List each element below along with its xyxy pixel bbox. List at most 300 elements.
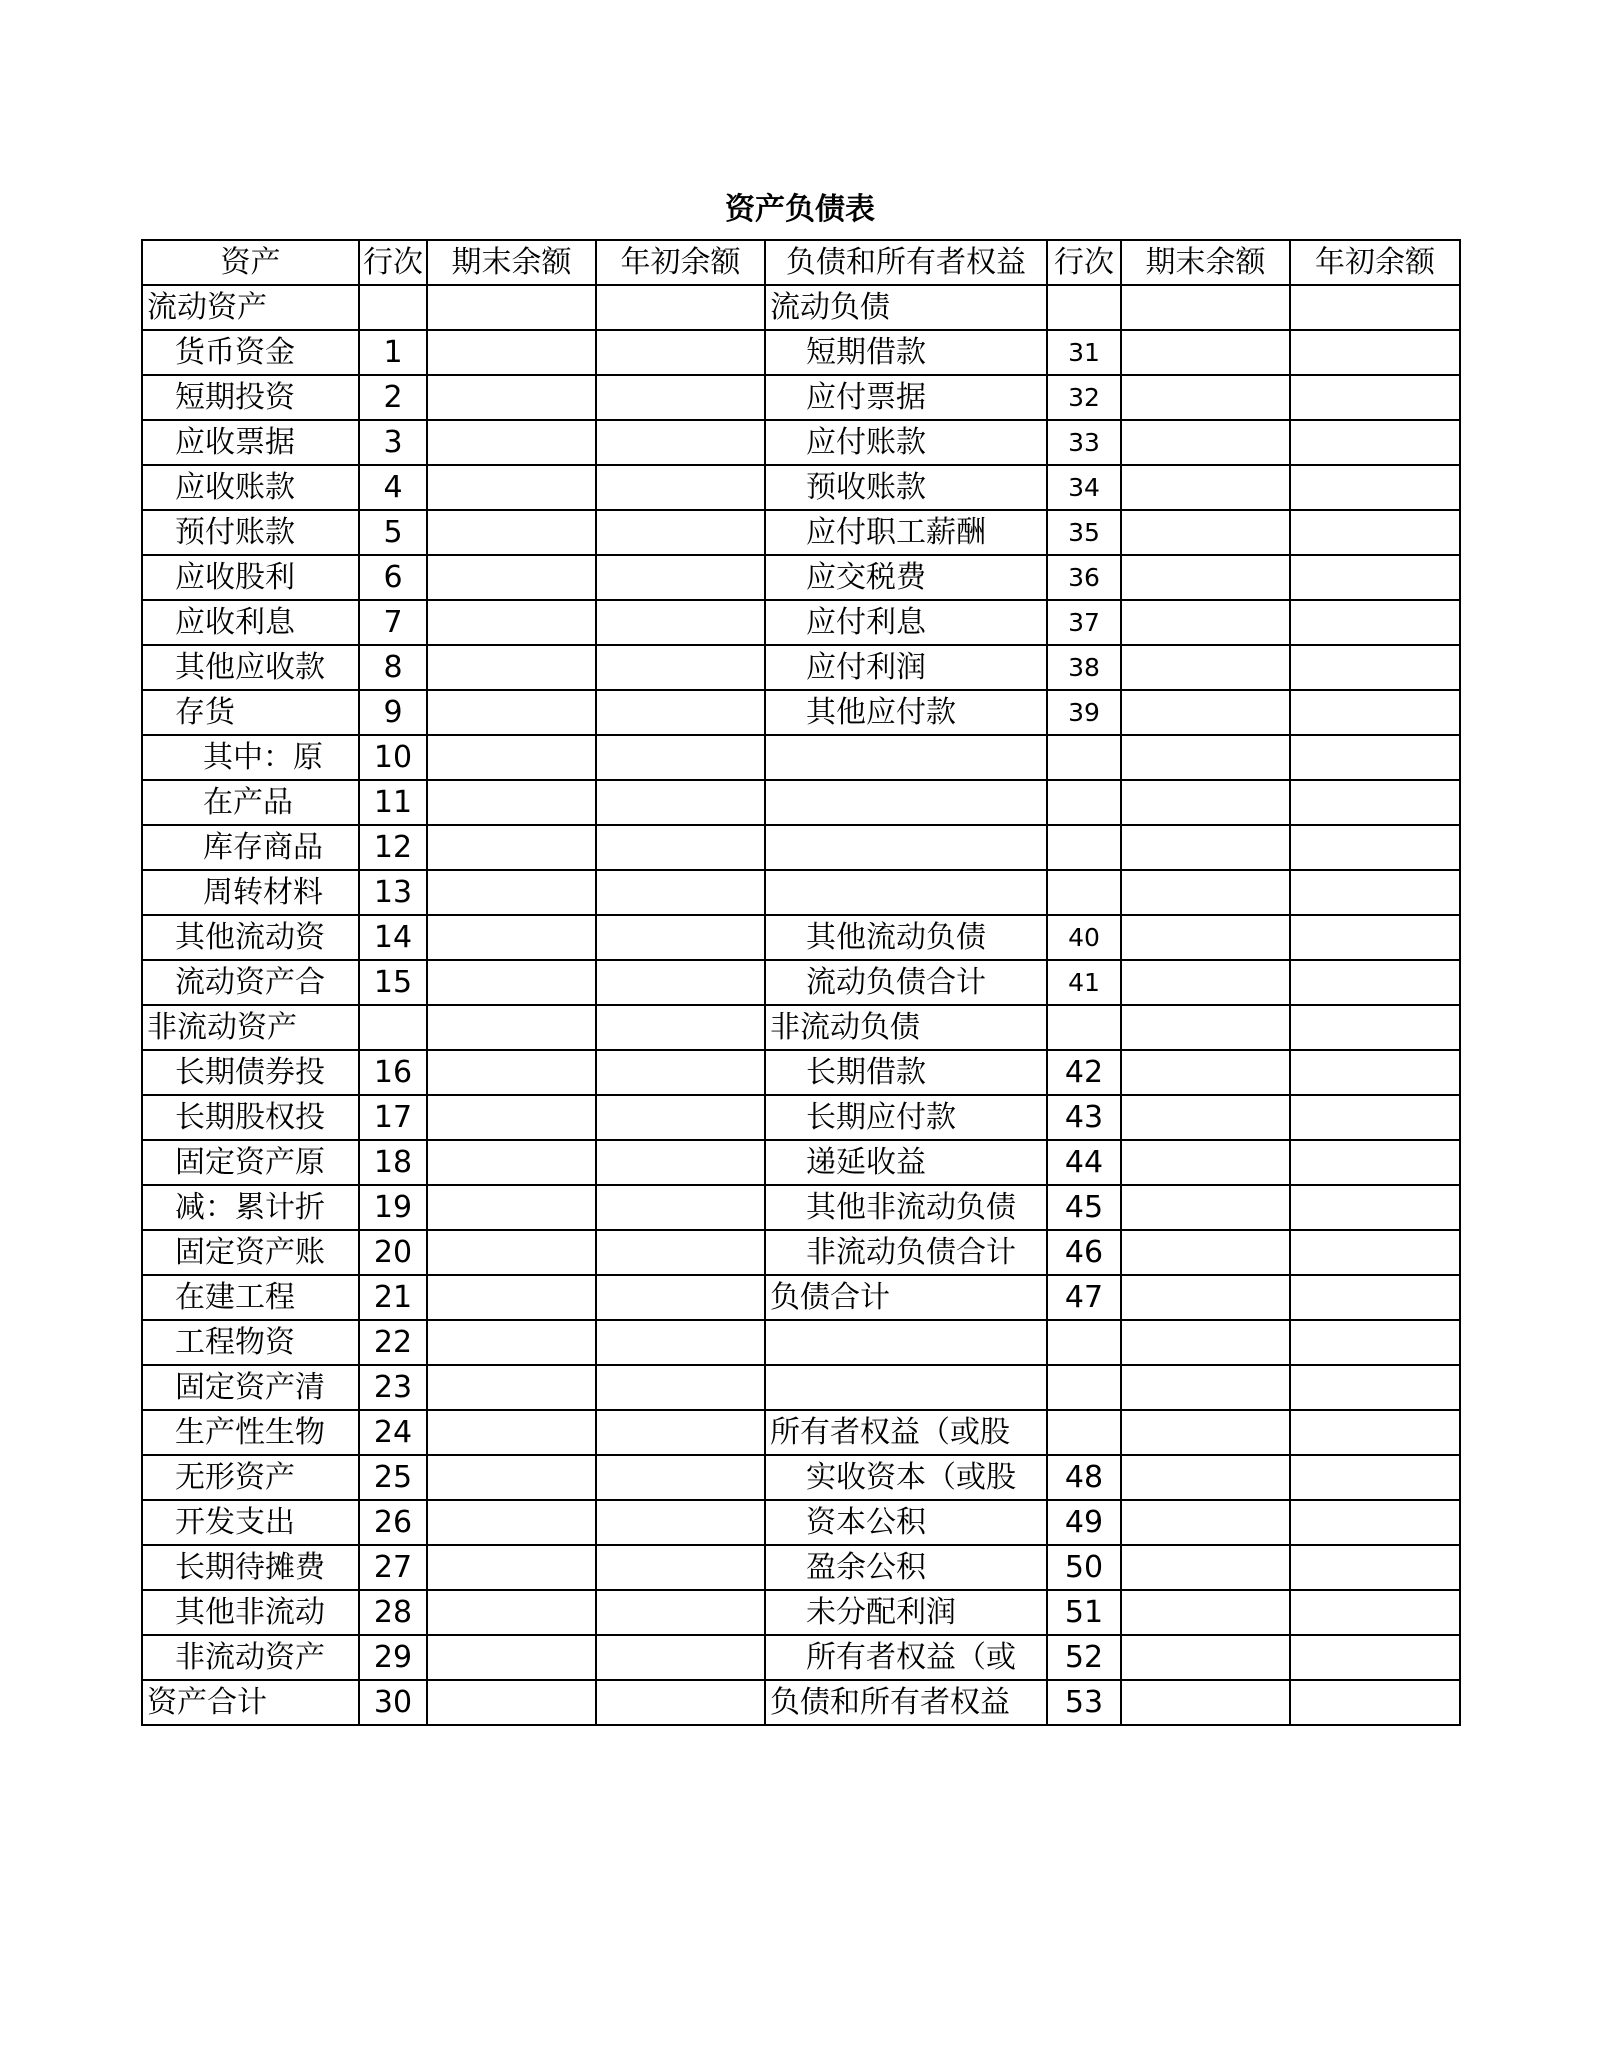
asset-line-number: 11 — [359, 780, 427, 825]
asset-item-label — [142, 375, 359, 420]
header-line-no-right: 行次 — [1047, 240, 1121, 285]
asset-item-label — [142, 420, 359, 465]
liability-ending-balance-cell[interactable] — [1121, 1680, 1290, 1725]
liability-line-number: 39 — [1047, 690, 1121, 735]
liability-opening-balance-cell[interactable] — [1290, 600, 1460, 645]
liability-line-number: 52 — [1047, 1635, 1121, 1680]
liability-opening-balance-cell[interactable] — [1290, 1095, 1460, 1140]
table-row — [142, 1140, 1460, 1185]
asset-opening-balance-cell[interactable] — [596, 1320, 765, 1365]
asset-item-label — [142, 1455, 359, 1500]
asset-item-label — [142, 825, 359, 870]
asset-item-label-text: 工程物资 — [175, 1325, 295, 1360]
liability-item-label — [765, 1275, 1047, 1320]
liability-item-label-text: 所有者权益（或股 — [770, 1415, 1010, 1450]
asset-opening-balance-cell[interactable] — [596, 1635, 765, 1680]
asset-opening-balance-cell[interactable] — [596, 1545, 765, 1590]
asset-line-number: 12 — [359, 825, 427, 870]
asset-item-label-text: 长期债券投 — [175, 1055, 325, 1090]
liability-ending-balance-cell[interactable] — [1121, 1590, 1290, 1635]
liability-item-label — [765, 600, 1047, 645]
liability-item-label-text: 应付职工薪酬 — [806, 515, 986, 550]
asset-item-label-text: 周转材料 — [203, 875, 323, 910]
asset-opening-balance-cell[interactable] — [596, 915, 765, 960]
liability-opening-balance-cell[interactable] — [1290, 510, 1460, 555]
liability-ending-balance-cell[interactable] — [1121, 1500, 1290, 1545]
liability-ending-balance-cell[interactable] — [1121, 1005, 1290, 1050]
asset-line-number: 19 — [359, 1185, 427, 1230]
liability-ending-balance-cell[interactable] — [1121, 1410, 1290, 1455]
asset-opening-balance-cell[interactable] — [596, 1410, 765, 1455]
asset-ending-balance-cell[interactable] — [427, 825, 596, 870]
liability-item-label-text: 长期应付款 — [806, 1100, 956, 1135]
asset-item-label — [142, 510, 359, 555]
liability-opening-balance-cell[interactable] — [1290, 1545, 1460, 1590]
asset-item-label — [142, 465, 359, 510]
asset-ending-balance-cell[interactable] — [427, 1275, 596, 1320]
liability-line-number: 31 — [1047, 330, 1121, 375]
liability-line-number: 48 — [1047, 1455, 1121, 1500]
asset-ending-balance-cell[interactable] — [427, 1590, 596, 1635]
header-opening-balance: 年初余额 — [596, 240, 765, 285]
liability-item-label — [765, 1050, 1047, 1095]
liability-opening-balance-cell[interactable] — [1290, 645, 1460, 690]
liability-opening-balance-cell[interactable] — [1290, 555, 1460, 600]
liability-item-label-text: 应付账款 — [806, 425, 926, 460]
asset-item-label-text: 生产性生物 — [175, 1415, 325, 1450]
liability-opening-balance-cell[interactable] — [1290, 375, 1460, 420]
liability-ending-balance-cell[interactable] — [1121, 870, 1290, 915]
liability-ending-balance-cell[interactable] — [1121, 780, 1290, 825]
liability-opening-balance-cell[interactable] — [1290, 1005, 1460, 1050]
liability-line-number: 32 — [1047, 375, 1121, 420]
asset-ending-balance-cell[interactable] — [427, 465, 596, 510]
liability-item-label — [765, 1320, 1047, 1365]
liability-line-number: 47 — [1047, 1275, 1121, 1320]
asset-line-number: 14 — [359, 915, 427, 960]
asset-opening-balance-cell[interactable] — [596, 645, 765, 690]
liability-line-number — [1047, 780, 1121, 825]
asset-ending-balance-cell[interactable] — [427, 1500, 596, 1545]
asset-item-label-text: 非流动资产 — [175, 1640, 325, 1675]
liability-opening-balance-cell[interactable] — [1290, 915, 1460, 960]
liability-ending-balance-cell[interactable] — [1121, 960, 1290, 1005]
asset-ending-balance-cell[interactable] — [427, 1455, 596, 1500]
liability-ending-balance-cell[interactable] — [1121, 735, 1290, 780]
asset-item-label — [142, 1005, 359, 1050]
liability-opening-balance-cell[interactable] — [1290, 1050, 1460, 1095]
liability-opening-balance-cell[interactable] — [1290, 465, 1460, 510]
asset-ending-balance-cell[interactable] — [427, 1635, 596, 1680]
liability-item-label-text: 其他应付款 — [806, 695, 956, 730]
asset-line-number: 15 — [359, 960, 427, 1005]
asset-ending-balance-cell[interactable] — [427, 555, 596, 600]
liability-item-label-text: 负债合计 — [770, 1280, 890, 1315]
asset-item-label — [142, 780, 359, 825]
liability-opening-balance-cell[interactable] — [1290, 825, 1460, 870]
liability-ending-balance-cell[interactable] — [1121, 1320, 1290, 1365]
liability-line-number: 37 — [1047, 600, 1121, 645]
liability-opening-balance-cell[interactable] — [1290, 1185, 1460, 1230]
liability-item-label — [765, 555, 1047, 600]
liability-line-number: 41 — [1047, 960, 1121, 1005]
liability-item-label — [765, 915, 1047, 960]
liability-ending-balance-cell[interactable] — [1121, 555, 1290, 600]
table-row — [142, 555, 1460, 600]
asset-ending-balance-cell[interactable] — [427, 735, 596, 780]
asset-opening-balance-cell[interactable] — [596, 1050, 765, 1095]
asset-line-number: 18 — [359, 1140, 427, 1185]
asset-ending-balance-cell[interactable] — [427, 960, 596, 1005]
table-row — [142, 870, 1460, 915]
liability-line-number: 53 — [1047, 1680, 1121, 1725]
asset-line-number: 26 — [359, 1500, 427, 1545]
liability-line-number: 51 — [1047, 1590, 1121, 1635]
liability-item-label — [765, 1545, 1047, 1590]
asset-item-label — [142, 1365, 359, 1410]
asset-item-label-text: 固定资产账 — [175, 1235, 325, 1270]
asset-opening-balance-cell[interactable] — [596, 465, 765, 510]
asset-item-label-text: 流动资产合 — [175, 965, 325, 1000]
liability-opening-balance-cell[interactable] — [1290, 1500, 1460, 1545]
liability-item-label-text: 非流动负债合计 — [806, 1235, 1016, 1270]
liability-opening-balance-cell[interactable] — [1290, 870, 1460, 915]
liability-item-label-text: 资本公积 — [806, 1505, 926, 1540]
asset-opening-balance-cell[interactable] — [596, 690, 765, 735]
liability-opening-balance-cell[interactable] — [1290, 1230, 1460, 1275]
liability-item-label-text: 盈余公积 — [806, 1550, 926, 1585]
liability-ending-balance-cell[interactable] — [1121, 1050, 1290, 1095]
asset-opening-balance-cell[interactable] — [596, 1140, 765, 1185]
liability-ending-balance-cell[interactable] — [1121, 1185, 1290, 1230]
liability-ending-balance-cell[interactable] — [1121, 1365, 1290, 1410]
asset-line-number: 13 — [359, 870, 427, 915]
asset-opening-balance-cell[interactable] — [596, 375, 765, 420]
liability-opening-balance-cell[interactable] — [1290, 1320, 1460, 1365]
asset-line-number: 29 — [359, 1635, 427, 1680]
asset-item-label-text: 预付账款 — [175, 515, 295, 550]
header-liabilities-equity: 负债和所有者权益 — [765, 240, 1047, 285]
asset-line-number: 6 — [359, 555, 427, 600]
liability-line-number — [1047, 825, 1121, 870]
liability-opening-balance-cell[interactable] — [1290, 1140, 1460, 1185]
header-ending-balance: 期末余额 — [427, 240, 596, 285]
asset-item-label-text: 短期投资 — [175, 380, 295, 415]
asset-item-label-text: 其他应收款 — [175, 650, 325, 685]
asset-ending-balance-cell[interactable] — [427, 1545, 596, 1590]
asset-ending-balance-cell[interactable] — [427, 870, 596, 915]
asset-ending-balance-cell[interactable] — [427, 1410, 596, 1455]
asset-ending-balance-cell[interactable] — [427, 1140, 596, 1185]
asset-item-label-text: 非流动资产 — [147, 1010, 297, 1045]
asset-opening-balance-cell[interactable] — [596, 285, 765, 330]
asset-opening-balance-cell[interactable] — [596, 1455, 765, 1500]
table-row — [142, 1320, 1460, 1365]
liability-ending-balance-cell[interactable] — [1121, 465, 1290, 510]
table-row — [142, 1680, 1460, 1725]
liability-item-label — [765, 1500, 1047, 1545]
liability-opening-balance-cell[interactable] — [1290, 330, 1460, 375]
liability-item-label-text: 应付利润 — [806, 650, 926, 685]
liability-line-number: 36 — [1047, 555, 1121, 600]
liability-line-number: 50 — [1047, 1545, 1121, 1590]
asset-item-label-text: 在建工程 — [175, 1280, 295, 1315]
liability-ending-balance-cell[interactable] — [1121, 915, 1290, 960]
asset-line-number: 9 — [359, 690, 427, 735]
liability-item-label — [765, 1455, 1047, 1500]
asset-ending-balance-cell[interactable] — [427, 1050, 596, 1095]
asset-opening-balance-cell[interactable] — [596, 735, 765, 780]
liability-item-label-text: 应付票据 — [806, 380, 926, 415]
asset-item-label-text: 其中：原 — [203, 740, 323, 775]
liability-item-label — [765, 690, 1047, 735]
liability-opening-balance-cell[interactable] — [1290, 735, 1460, 780]
liability-line-number: 46 — [1047, 1230, 1121, 1275]
liability-opening-balance-cell[interactable] — [1290, 960, 1460, 1005]
asset-ending-balance-cell[interactable] — [427, 510, 596, 555]
asset-line-number: 27 — [359, 1545, 427, 1590]
liability-opening-balance-cell[interactable] — [1290, 1590, 1460, 1635]
table-row — [142, 1050, 1460, 1095]
table-row — [142, 1230, 1460, 1275]
asset-item-label — [142, 1275, 359, 1320]
liability-line-number — [1047, 285, 1121, 330]
asset-item-label — [142, 330, 359, 375]
liability-opening-balance-cell[interactable] — [1290, 1365, 1460, 1410]
liability-item-label — [765, 825, 1047, 870]
asset-item-label-text: 资产合计 — [147, 1685, 267, 1720]
table-row — [142, 735, 1460, 780]
liability-opening-balance-cell[interactable] — [1290, 420, 1460, 465]
asset-item-label — [142, 1410, 359, 1455]
asset-item-label — [142, 285, 359, 330]
asset-ending-balance-cell[interactable] — [427, 1230, 596, 1275]
liability-ending-balance-cell[interactable] — [1121, 420, 1290, 465]
asset-item-label — [142, 555, 359, 600]
asset-line-number: 22 — [359, 1320, 427, 1365]
asset-opening-balance-cell[interactable] — [596, 1500, 765, 1545]
liability-item-label-text: 未分配利润 — [806, 1595, 956, 1630]
asset-line-number: 8 — [359, 645, 427, 690]
asset-item-label — [142, 1095, 359, 1140]
asset-ending-balance-cell[interactable] — [427, 1005, 596, 1050]
liability-line-number: 40 — [1047, 915, 1121, 960]
liability-item-label-text: 应交税费 — [806, 560, 926, 595]
liability-ending-balance-cell[interactable] — [1121, 285, 1290, 330]
liability-item-label — [765, 870, 1047, 915]
asset-ending-balance-cell[interactable] — [427, 690, 596, 735]
liability-opening-balance-cell[interactable] — [1290, 1410, 1460, 1455]
liability-item-label-text: 实收资本（或股 — [806, 1460, 1016, 1495]
header-row — [142, 240, 1460, 285]
asset-ending-balance-cell[interactable] — [427, 1185, 596, 1230]
asset-ending-balance-cell[interactable] — [427, 915, 596, 960]
table-row — [142, 645, 1460, 690]
liability-opening-balance-cell[interactable] — [1290, 285, 1460, 330]
table-row — [142, 690, 1460, 735]
asset-line-number: 23 — [359, 1365, 427, 1410]
asset-item-label-text: 长期待摊费 — [175, 1550, 325, 1585]
liability-opening-balance-cell[interactable] — [1290, 1635, 1460, 1680]
liability-ending-balance-cell[interactable] — [1121, 645, 1290, 690]
asset-item-label-text: 固定资产原 — [175, 1145, 325, 1180]
asset-opening-balance-cell[interactable] — [596, 1590, 765, 1635]
liability-item-label-text: 负债和所有者权益 — [770, 1685, 1010, 1720]
table-row — [142, 600, 1460, 645]
table-row — [142, 780, 1460, 825]
asset-item-label-text: 应收账款 — [175, 470, 295, 505]
asset-opening-balance-cell[interactable] — [596, 510, 765, 555]
asset-item-label — [142, 690, 359, 735]
liability-item-label — [765, 1590, 1047, 1635]
asset-line-number — [359, 285, 427, 330]
liability-ending-balance-cell[interactable] — [1121, 690, 1290, 735]
asset-item-label — [142, 1590, 359, 1635]
table-row — [142, 1635, 1460, 1680]
header-line-no: 行次 — [359, 240, 427, 285]
asset-item-label-text: 在产品 — [203, 785, 293, 820]
liability-item-label — [765, 1680, 1047, 1725]
asset-opening-balance-cell[interactable] — [596, 330, 765, 375]
table-row — [142, 1455, 1460, 1500]
asset-ending-balance-cell[interactable] — [427, 1095, 596, 1140]
asset-ending-balance-cell[interactable] — [427, 645, 596, 690]
liability-ending-balance-cell[interactable] — [1121, 1230, 1290, 1275]
asset-opening-balance-cell[interactable] — [596, 825, 765, 870]
table-row — [142, 1410, 1460, 1455]
liability-ending-balance-cell[interactable] — [1121, 375, 1290, 420]
asset-item-label-text: 流动资产 — [147, 290, 267, 325]
liability-ending-balance-cell[interactable] — [1121, 330, 1290, 375]
asset-line-number: 5 — [359, 510, 427, 555]
asset-opening-balance-cell[interactable] — [596, 870, 765, 915]
asset-item-label — [142, 1230, 359, 1275]
asset-line-number: 2 — [359, 375, 427, 420]
asset-ending-balance-cell[interactable] — [427, 600, 596, 645]
asset-item-label — [142, 870, 359, 915]
asset-opening-balance-cell[interactable] — [596, 1365, 765, 1410]
asset-line-number: 10 — [359, 735, 427, 780]
asset-opening-balance-cell[interactable] — [596, 1095, 765, 1140]
asset-item-label-text: 应收股利 — [175, 560, 295, 595]
table-row — [142, 285, 1460, 330]
liability-ending-balance-cell[interactable] — [1121, 510, 1290, 555]
asset-item-label — [142, 1140, 359, 1185]
asset-item-label-text: 长期股权投 — [175, 1100, 325, 1135]
liability-line-number: 42 — [1047, 1050, 1121, 1095]
asset-item-label-text: 其他流动资 — [175, 920, 325, 955]
table-row — [142, 420, 1460, 465]
asset-line-number: 17 — [359, 1095, 427, 1140]
asset-ending-balance-cell[interactable] — [427, 330, 596, 375]
liability-ending-balance-cell[interactable] — [1121, 825, 1290, 870]
asset-ending-balance-cell[interactable] — [427, 420, 596, 465]
liability-item-label — [765, 1185, 1047, 1230]
asset-item-label-text: 库存商品 — [203, 830, 323, 865]
liability-item-label-text: 应付利息 — [806, 605, 926, 640]
liability-line-number — [1047, 1365, 1121, 1410]
liability-item-label — [765, 960, 1047, 1005]
asset-opening-balance-cell[interactable] — [596, 1275, 765, 1320]
table-row — [142, 1545, 1460, 1590]
asset-line-number: 1 — [359, 330, 427, 375]
liability-ending-balance-cell[interactable] — [1121, 1275, 1290, 1320]
asset-opening-balance-cell[interactable] — [596, 420, 765, 465]
liability-item-label-text: 预收账款 — [806, 470, 926, 505]
asset-opening-balance-cell[interactable] — [596, 780, 765, 825]
table-row — [142, 510, 1460, 555]
asset-line-number: 16 — [359, 1050, 427, 1095]
liability-ending-balance-cell[interactable] — [1121, 1140, 1290, 1185]
asset-opening-balance-cell[interactable] — [596, 600, 765, 645]
asset-item-label-text: 应收利息 — [175, 605, 295, 640]
asset-item-label-text: 开发支出 — [175, 1505, 295, 1540]
liability-item-label — [765, 735, 1047, 780]
liability-opening-balance-cell[interactable] — [1290, 690, 1460, 735]
table-row — [142, 1005, 1460, 1050]
asset-opening-balance-cell[interactable] — [596, 1230, 765, 1275]
liability-item-label — [765, 465, 1047, 510]
asset-ending-balance-cell[interactable] — [427, 285, 596, 330]
liability-opening-balance-cell[interactable] — [1290, 1455, 1460, 1500]
table-row — [142, 960, 1460, 1005]
asset-item-label — [142, 645, 359, 690]
liability-line-number: 45 — [1047, 1185, 1121, 1230]
liability-opening-balance-cell[interactable] — [1290, 780, 1460, 825]
liability-ending-balance-cell[interactable] — [1121, 1455, 1290, 1500]
liability-line-number: 49 — [1047, 1500, 1121, 1545]
liability-ending-balance-cell[interactable] — [1121, 1545, 1290, 1590]
asset-item-label-text: 无形资产 — [175, 1460, 295, 1495]
asset-line-number: 30 — [359, 1680, 427, 1725]
asset-ending-balance-cell[interactable] — [427, 375, 596, 420]
table-row — [142, 825, 1460, 870]
liability-item-label — [765, 1635, 1047, 1680]
liability-ending-balance-cell[interactable] — [1121, 1635, 1290, 1680]
liability-line-number: 38 — [1047, 645, 1121, 690]
liability-opening-balance-cell[interactable] — [1290, 1275, 1460, 1320]
page-title: 资产负债表 — [725, 192, 875, 227]
table-row — [142, 375, 1460, 420]
liability-item-label-text: 其他流动负债 — [806, 920, 986, 955]
asset-ending-balance-cell[interactable] — [427, 1680, 596, 1725]
table-row — [142, 465, 1460, 510]
asset-ending-balance-cell[interactable] — [427, 1320, 596, 1365]
liability-line-number: 33 — [1047, 420, 1121, 465]
asset-item-label — [142, 600, 359, 645]
asset-opening-balance-cell[interactable] — [596, 960, 765, 1005]
liability-opening-balance-cell[interactable] — [1290, 1680, 1460, 1725]
liability-item-label-text: 流动负债 — [770, 290, 890, 325]
asset-opening-balance-cell[interactable] — [596, 1005, 765, 1050]
asset-opening-balance-cell[interactable] — [596, 555, 765, 600]
asset-line-number: 7 — [359, 600, 427, 645]
asset-ending-balance-cell[interactable] — [427, 1365, 596, 1410]
asset-ending-balance-cell[interactable] — [427, 780, 596, 825]
liability-item-label — [765, 1095, 1047, 1140]
liability-ending-balance-cell[interactable] — [1121, 1095, 1290, 1140]
asset-opening-balance-cell[interactable] — [596, 1680, 765, 1725]
liability-item-label — [765, 780, 1047, 825]
liability-ending-balance-cell[interactable] — [1121, 600, 1290, 645]
asset-item-label — [142, 915, 359, 960]
asset-item-label — [142, 1635, 359, 1680]
asset-opening-balance-cell[interactable] — [596, 1185, 765, 1230]
liability-item-label-text: 递延收益 — [806, 1145, 926, 1180]
asset-item-label — [142, 1545, 359, 1590]
balance-sheet-table — [141, 239, 1461, 1726]
asset-item-label-text: 固定资产清 — [175, 1370, 325, 1405]
